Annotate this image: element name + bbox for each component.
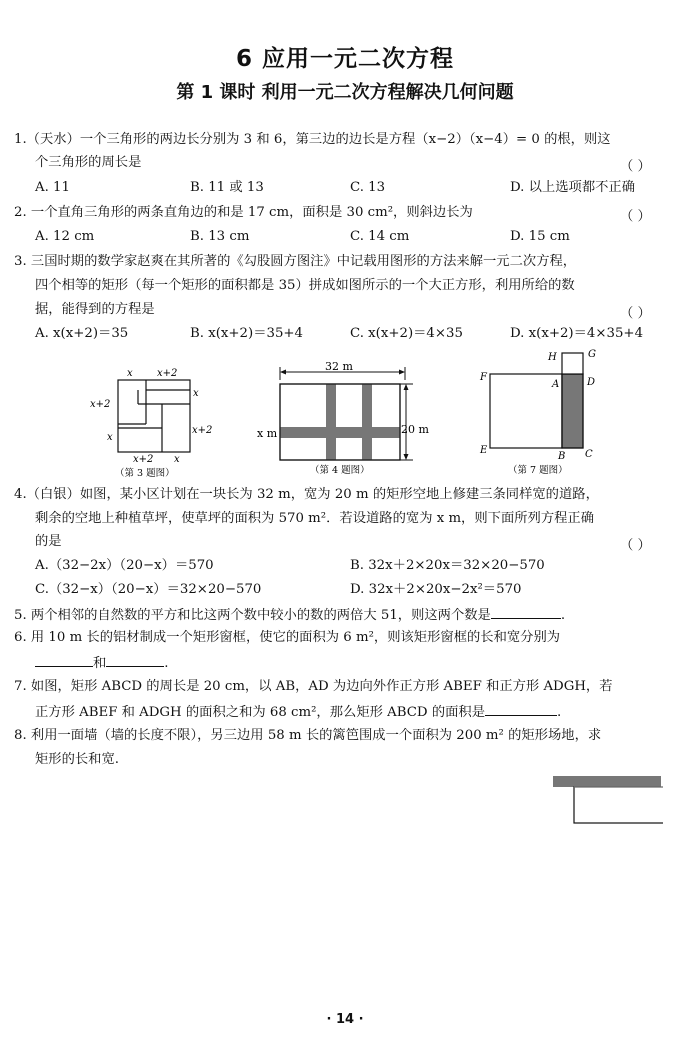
q3-option-c: C. x(x+2)＝4×35 xyxy=(350,326,463,341)
q7-line2: 正方形 ABEF 和 ADGH 的面积之和为 68 cm²，那么矩形 ABCD 的面积是 xyxy=(35,705,486,720)
fig7-point-d: D xyxy=(587,377,596,388)
q2-option-a: A. 12 cm xyxy=(35,229,95,244)
q1-option-c: C. 13 xyxy=(350,180,386,195)
fig3-label-top-x: x xyxy=(127,368,133,379)
fig7-point-c: C xyxy=(585,449,593,460)
q5-line: 5. 两个相邻的自然数的平方和比这两个数中较小的数的两倍大 51，则这两个数是 xyxy=(14,608,491,623)
fig3-label-bottom-x2: x+2 xyxy=(133,454,154,465)
q3-line3: 据，能得到的方程是 xyxy=(35,302,155,317)
q3-line2: 四个相等的矩形（每一个矩形的面积都是 35）拼成如图所示的一个大正方形，利用所给的数 xyxy=(35,278,575,293)
q3-line1: 3. 三国时期的数学家赵爽在其所著的《勾股圆方图注》中记载用图形的方法来解一元二次方程， xyxy=(14,254,577,269)
fig7-point-a: A xyxy=(552,379,560,390)
fig7-point-g: G xyxy=(588,349,596,360)
q2-answer-paren: （ ） xyxy=(620,209,651,224)
q4-option-b: B. 32x＋2×20x＝32×20−570 xyxy=(350,558,545,573)
page-title: 6 应用一元二次方程 xyxy=(235,46,454,72)
fig7-point-b: B xyxy=(558,451,566,462)
q6-line2 xyxy=(35,652,169,674)
q5-text xyxy=(14,604,565,626)
fig4-width-label: 32 m xyxy=(325,362,353,373)
q1-line1: 1.（天水）一个三角形的两边长分别为 3 和 6，第三边的边长是方程（x−2）（x−4）= 0 的根，则这 xyxy=(14,132,611,147)
fig3-caption: （第 3 题图） xyxy=(115,468,175,479)
q4-option-c: C.（32−x）（20−x）＝32×20−570 xyxy=(35,582,262,597)
fig3-label-right-x: x xyxy=(193,388,199,399)
q1-option-b: B. 11 或 13 xyxy=(190,180,264,195)
q7-answer-blank[interactable] xyxy=(485,701,557,716)
q4-option-a: A.（32−2x）（20−x）＝570 xyxy=(35,558,214,573)
fig3-label-left-x: x xyxy=(107,432,113,443)
q5-answer-blank[interactable] xyxy=(491,604,561,619)
q6-and: 和 xyxy=(93,656,107,671)
q3-option-d: D. x(x+2)＝4×35+4 xyxy=(510,326,644,341)
fig7-caption: （第 7 题图） xyxy=(508,465,568,476)
q3-option-b: B. x(x+2)＝35+4 xyxy=(190,326,304,341)
q5-end: . xyxy=(560,608,566,623)
fig3-label-left-x2: x+2 xyxy=(90,399,111,410)
lesson-subtitle: 第 1 课时 利用一元二次方程解决几何问题 xyxy=(176,82,514,103)
q7-line1: 7. 如图，矩形 ABCD 的周长是 20 cm，以 AB，AD 为边向外作正方形 ABEF 和正方形 ADGH，若 xyxy=(14,679,613,694)
q8-line1: 8. 利用一面墙（墙的长度不限），另三边用 58 m 长的篱笆围成一个面积为 200 m² 的矩形场地，求 xyxy=(14,728,602,743)
fig7-point-e: E xyxy=(480,445,488,456)
q1-line2: 个三角形的周长是 xyxy=(35,155,142,170)
figure-4-road-diagram xyxy=(255,362,445,480)
q1-option-a: A. 11 xyxy=(35,180,70,195)
fig3-label-bottom-x: x xyxy=(174,454,180,465)
figure-8-wall-fence-diagram xyxy=(553,774,663,828)
q4-option-d: D. 32x＋2×20x−2x²＝570 xyxy=(350,582,522,597)
q2-option-c: C. 14 cm xyxy=(350,229,410,244)
q2-option-b: B. 13 cm xyxy=(190,229,250,244)
page-number: · 14 · xyxy=(326,1012,364,1027)
q3-option-a: A. x(x+2)＝35 xyxy=(35,326,129,341)
fig7-point-h: H xyxy=(548,352,557,363)
fig3-label-right-x2: x+2 xyxy=(192,425,213,436)
q4-line2: 剩余的空地上种植草坪，使草坪的面积为 570 m²．若设道路的宽为 x m，则下面所列方程正确 xyxy=(35,511,595,526)
q1-answer-paren: （ ） xyxy=(620,159,651,174)
figure-3-square-diagram xyxy=(85,360,225,480)
q6-line1: 6. 用 10 m 长的铝材制成一个矩形窗框，使它的面积为 6 m²，则该矩形窗框的长和宽分别为 xyxy=(14,630,561,645)
q2-line1: 2. 一个直角三角形的两条直角边的和是 17 cm，面积是 30 cm²，则斜边长为 xyxy=(14,205,473,220)
q3-answer-paren: （ ） xyxy=(620,306,651,321)
q4-line3: 的是 xyxy=(35,534,62,549)
fig4-road-label: x m xyxy=(257,427,278,440)
q4-line1: 4.（白银）如图，某小区计划在一块长为 32 m，宽为 20 m 的矩形空地上修建三条同样宽的道路， xyxy=(14,487,599,502)
fig4-caption: （第 4 题图） xyxy=(310,465,370,476)
q4-answer-paren: （ ） xyxy=(620,538,651,553)
q6-end: . xyxy=(164,656,169,671)
q6-width-blank[interactable] xyxy=(106,652,164,667)
q1-option-d: D. 以上选项都不正确 xyxy=(510,180,636,195)
q7-end: . xyxy=(557,705,562,720)
fig7-point-f: F xyxy=(480,372,487,383)
q7-line2-wrap xyxy=(35,701,561,723)
q8-line2: 矩形的长和宽. xyxy=(35,752,120,767)
fig4-height-label: 20 m xyxy=(401,423,429,436)
q2-option-d: D. 15 cm xyxy=(510,229,570,244)
figure-7-rectangle-diagram xyxy=(470,345,610,480)
q6-length-blank[interactable] xyxy=(35,652,93,667)
fig3-label-top-x2: x+2 xyxy=(157,368,178,379)
